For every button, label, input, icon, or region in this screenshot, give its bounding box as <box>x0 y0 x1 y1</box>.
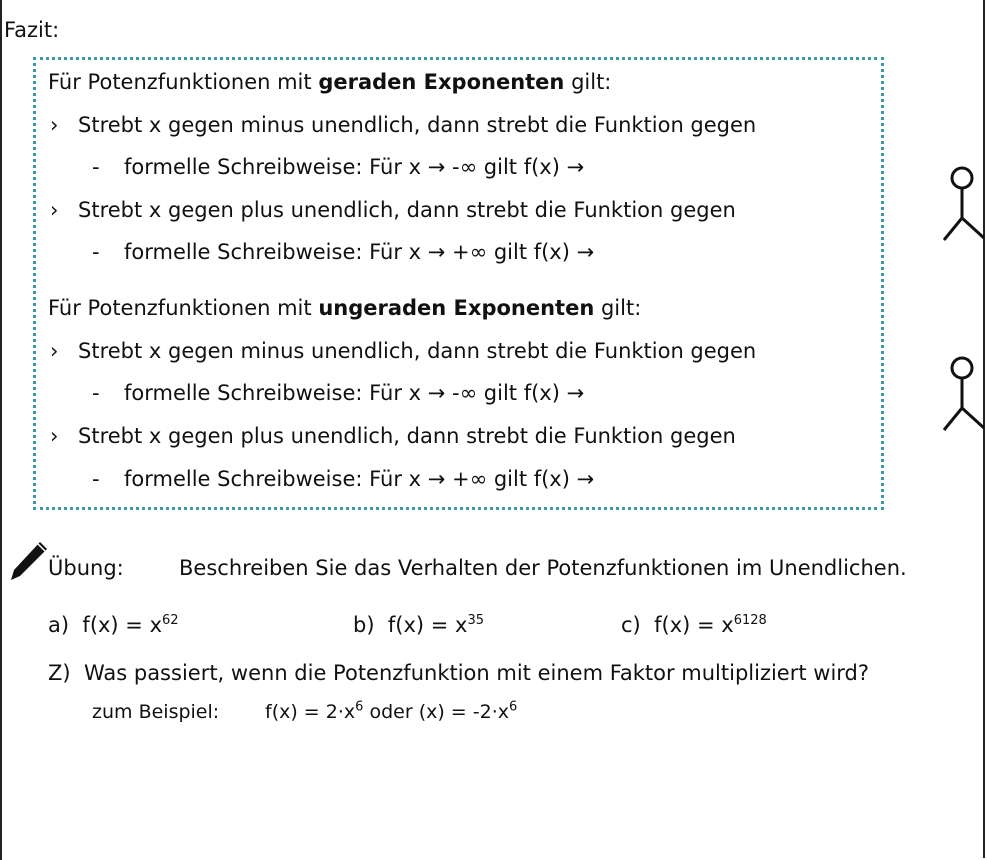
ungerade-line-4 <box>92 467 594 491</box>
beispiel-2: (x) = -2·x <box>418 701 509 723</box>
gerade-line-1-text: Strebt x gegen minus unendlich, dann strebt die Funktion gegen <box>78 113 757 137</box>
gerade-line-2 <box>92 155 584 179</box>
gerade-intro-post: gilt: <box>564 70 612 94</box>
uebung-text: Beschreiben Sie das Verhalten der Potenzfunktionen im Unendlichen. <box>179 556 907 580</box>
task-b-function: f(x) = x <box>387 613 468 637</box>
gerade-intro-pre: Für Potenzfunktionen mit <box>48 70 319 94</box>
gerade-line-2-text: formelle Schreibweise: Für x → -∞ gilt f(x) → <box>124 155 585 179</box>
task-a <box>48 613 179 637</box>
ungerade-line-2 <box>92 381 584 405</box>
ungerade-intro-post: gilt: <box>594 296 642 320</box>
stick-figure-icon <box>940 166 987 246</box>
gerade-line-4 <box>92 240 594 264</box>
task-c-exponent: 6128 <box>733 613 767 628</box>
bullet-icon: › <box>50 424 59 448</box>
task-a-function: f(x) = x <box>82 613 163 637</box>
beispiel-1-exponent: 6 <box>355 699 364 715</box>
uebung-label: Übung: <box>48 556 124 580</box>
beispiel-1: f(x) = 2·x <box>265 701 356 723</box>
gerade-line-4-text: formelle Schreibweise: Für x → +∞ gilt f(x) → <box>124 240 595 264</box>
stick-figure-icon <box>940 356 987 436</box>
ungerade-intro-bold: ungeraden Exponenten <box>318 296 595 320</box>
task-c-function: f(x) = x <box>654 613 734 637</box>
zusatz-beispiel <box>265 701 517 723</box>
gerade-line-1 <box>50 113 756 137</box>
bullet-icon: › <box>50 198 59 222</box>
dash-icon: - <box>92 381 100 405</box>
pencil-icon <box>8 540 48 582</box>
ungerade-line-1-text: Strebt x gegen minus unendlich, dann strebt die Funktion gegen <box>78 339 757 363</box>
ungerade-intro <box>48 296 641 320</box>
gerade-line-3-text: Strebt x gegen plus unendlich, dann strebt die Funktion gegen <box>78 198 736 222</box>
bullet-icon: › <box>50 113 59 137</box>
zusatz-beispiel-label: zum Beispiel: <box>92 701 220 723</box>
task-b <box>353 613 484 637</box>
zusatz-question <box>48 661 869 685</box>
beispiel-2-exponent: 6 <box>508 699 518 715</box>
task-b-exponent: 35 <box>467 613 485 628</box>
dash-icon: - <box>92 155 100 179</box>
fazit-title: Fazit: <box>4 18 60 42</box>
gerade-intro-bold: geraden Exponenten <box>318 70 565 94</box>
gerade-intro <box>48 70 611 94</box>
task-c-label: c) <box>621 613 641 637</box>
zusatz-question-text: Was passiert, wenn die Potenzfunktion mit einem Faktor multipliziert wird? <box>83 661 870 685</box>
ungerade-line-3-text: Strebt x gegen plus unendlich, dann strebt die Funktion gegen <box>78 424 736 448</box>
zusatz-label: Z) <box>48 661 71 685</box>
bullet-icon: › <box>50 339 59 363</box>
ungerade-line-3 <box>50 424 736 448</box>
ungerade-line-2-text: formelle Schreibweise: Für x → -∞ gilt f(x) → <box>124 381 585 405</box>
task-b-label: b) <box>353 613 375 637</box>
beispiel-oder: oder <box>363 701 419 723</box>
ungerade-line-1 <box>50 339 756 363</box>
dash-icon: - <box>92 467 100 491</box>
ungerade-intro-pre: Für Potenzfunktionen mit <box>48 296 319 320</box>
task-a-label: a) <box>48 613 70 637</box>
task-c <box>621 613 767 637</box>
task-a-exponent: 62 <box>162 613 179 628</box>
gerade-line-3 <box>50 198 736 222</box>
dash-icon: - <box>92 240 100 264</box>
ungerade-line-4-text: formelle Schreibweise: Für x → +∞ gilt f(x) → <box>124 467 595 491</box>
